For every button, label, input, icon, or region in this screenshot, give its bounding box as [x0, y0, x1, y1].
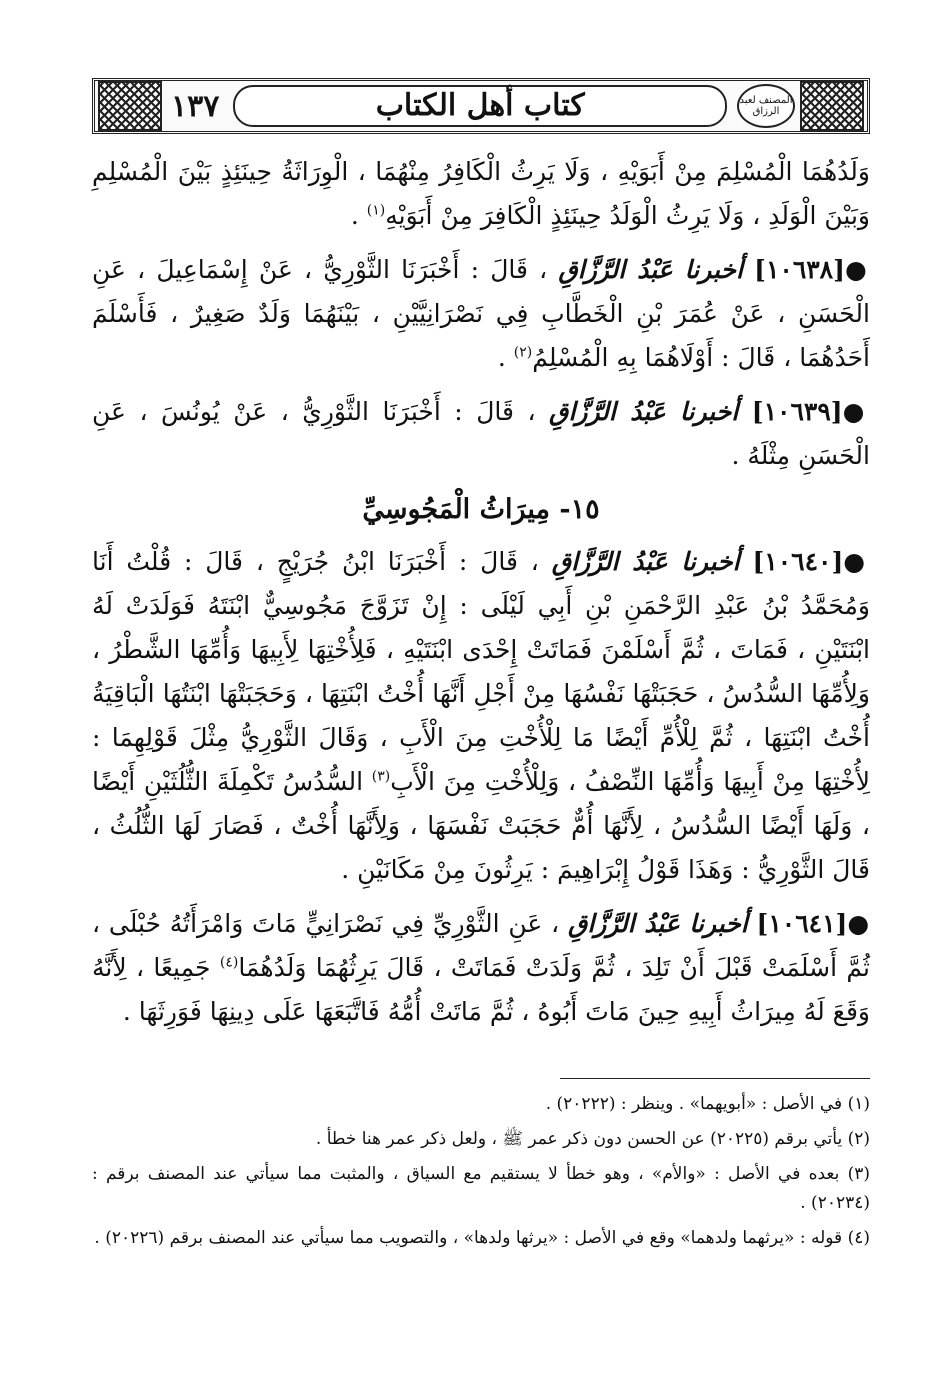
continuation-text: وَلَدُهُمَا الْمُسْلِمَ مِنْ أَبَوَيْهِ ، وَلَا يَرِثُ الْكَافِرُ مِنْهُمَا ، الْوِرَاثَةُ حِينَئِذٍ بَيْنَ الْمُسْلِمِ وَبَيْنَ الْوَلَدِ ، وَلَا يَرِثُ الْوَلَدُ حِينَئِذٍ الْكَافِرَ مِنْ أَبَوَيْهِ [92, 157, 870, 230]
footnote-1: (١) في الأصل : «أبويهما» . وينظر : (٢٠٢٢٢) . [545, 1094, 870, 1114]
footnotes [92, 1090, 870, 1259]
main-text [92, 150, 870, 1044]
page-number: ١٣٧ [171, 88, 220, 124]
bullet-icon: ● [844, 255, 870, 284]
narrator: أخبرنا عَبْدُ الرَّزَّاقِ [558, 255, 743, 284]
hadith-text-part-a: ، قَالَ : أَخْبَرَنَا ابْنُ جُرَيْجٍ ، قَالَ : قُلْتُ أَنَا وَمُحَمَّدُ بْنُ عَبْدِ الرَّحْمَنِ بْنِ أَبِي لَيْلَى : إِنْ تَزَوَّجَ مَجُوسِيٌّ ابْنَتَهُ فَوَلَدَتْ لَهُ ابْنَتَيْنِ ، فَمَاتَ ، ثُمَّ أَسْلَمْنَ فَمَاتَتْ إِحْدَى ابْنَتَيْهِ ، فَلِأُخْتِهَا لِأَبِيهَا وَأُمِّهَا الشَّطْرُ ، وَلِأُمِّهَا السُّدُسُ ، حَجَبَتْهَا نَفْسُهَا مِنْ أَجْلِ أَنَّهَا أُخْتُ ابْنَتِهَا ، وَحَجَبَتْهَا ابْنَتُهَا الْبَاقِيَةُ أُخْتُ ابْنَتِهَا ، ثُمَّ لِلْأُمِّ أَيْضًا مَا لِلْأُخْتِ مِنَ الْأَبِ ، وَقَالَ الثَّوْرِيُّ مِثْلَ قَوْلِهِمَا : لِأُخْتِهَا مِنْ أَبِيهَا وَأُمِّهَا النِّصْفُ ، وَلِلْأُخْتِ مِنَ الْأَبِ [92, 547, 870, 796]
narrator: أخبرنا عَبْدُ الرَّزَّاقِ [551, 547, 740, 576]
hadith-10640 [92, 540, 870, 892]
page-header [92, 78, 870, 134]
running-title: كتاب أهل الكتاب [233, 85, 727, 127]
hadith-number: [١٠٦٣٩] [751, 397, 843, 426]
hadith-number: [١٠٦٤٠] [752, 547, 844, 576]
hadith-number: [١٠٦٣٨] [754, 255, 845, 284]
left-ornament [98, 81, 162, 131]
bullet-icon: ● [843, 547, 870, 576]
hadith-text-part-b: جَمِيعًا ، لِأَنَّهُ وَقَعَ لَهُ مِيرَاثُ أَبِيهِ حِينَ مَاتَ أَبُوهُ ، ثُمَّ مَاتَتْ أُمُّهُ فَاتَّبَعَهَا عَلَى دِينِهَا فَوَرِثَهَا . [92, 953, 870, 1026]
section-heading: ١٥- مِيرَاثُ الْمَجُوسِيِّ [362, 494, 600, 525]
narrator: أخبرنا عَبْدُ الرَّزَّاقِ [549, 397, 739, 426]
continuation-paragraph: وَلَدُهُمَا الْمُسْلِمَ مِنْ أَبَوَيْهِ ، وَلَا يَرِثُ الْكَافِرُ مِنْهُمَا ، الْوِرَاثَةُ حِينَئِذٍ بَيْنَ الْمُسْلِمِ وَبَيْنَ الْوَلَدِ ، وَلَا يَرِثُ الْوَلَدُ حِينَئِذٍ الْكَافِرَ مِنْ أَبَوَيْهِ$^{(١)}$ . [92, 157, 870, 230]
footnote-marker: (١) [366, 202, 386, 219]
footnote-2: (٢) يأتي برقم (٢٠٢٢٥) عن الحسن دون ذكر عمر ﷺ ، ولعل ذكر عمر هنا خطأ . [315, 1129, 870, 1149]
footnote-marker: (٣) [371, 768, 391, 785]
hadith-10641 [92, 902, 870, 1034]
narrator: أخبرنا عَبْدُ الرَّزَّاقِ [567, 909, 748, 938]
hadith-10638 [92, 248, 870, 380]
footnote-marker: (٤) [219, 954, 239, 971]
footnote-divider [560, 1078, 870, 1079]
hadith-end: . [497, 343, 506, 372]
book-emblem: المصنف لعبد الرزاق [737, 84, 795, 128]
hadith-text: ، قَالَ : أَخْبَرَنَا الثَّوْرِيُّ ، عَنْ إِسْمَاعِيلَ ، عَنِ الْحَسَنِ ، عَنْ عُمَرَ بْنِ الْخَطَّابِ فِي نَصْرَانِيَّيْنِ ، بَيْنَهُمَا وَلَدٌ صَغِيرٌ ، فَأَسْلَمَ أَحَدُهُمَا ، قَالَ : أَوْلَاهُمَا بِهِ الْمُسْلِمُ [92, 255, 870, 372]
bullet-icon: ● [847, 909, 871, 938]
footnote-3: (٣) بعده في الأصل : «والأم» ، وهو خطأ لا يستقيم مع السياق ، والمثبت مما سيأتي عند المصنف برقم : (٢٠٢٣٤) . [92, 1164, 870, 1213]
hadith-number: [١٠٦٤١] [756, 909, 848, 938]
hadith-10639 [92, 390, 870, 478]
footnote-marker: (٢) [513, 344, 533, 361]
right-ornament [800, 81, 864, 131]
hadith-text-part-b: السُّدُسُ تَكْمِلَةَ الثُّلُثَيْنِ أَيْضًا ، وَلَهَا أَيْضًا السُّدُسُ ، لِأَنَّهَا أُمٌّ حَجَبَتْ نَفْسَهَا ، وَلِأَنَّهَا أُخْتٌ ، فَصَارَ لَهَا الثُّلُثُ ، قَالَ الثَّوْرِيُّ : وَهَذَا قَوْلُ إِبْرَاهِيمَ : يَرِثُونَ مِنْ مَكَانَيْنِ . [92, 767, 870, 884]
hadith-text: ، قَالَ : أَخْبَرَنَا الثَّوْرِيُّ ، عَنْ يُونُسَ ، عَنِ الْحَسَنِ مِثْلَهُ . [92, 397, 870, 470]
bullet-icon: ● [842, 397, 870, 426]
footnote-4: (٤) قوله : «يرثهما ولدهما» وقع في الأصل : «يرثها ولدها» ، والتصويب مما سيأتي عند المصنف برقم (٢٠٢٢٦) . [94, 1228, 870, 1248]
hadith-text-part-a: ، عَنِ الثَّوْرِيِّ فِي نَصْرَانِيٍّ مَاتَ وَامْرَأَتُهُ حُبْلَى ، ثُمَّ أَسْلَمَتْ قَبْلَ أَنْ تَلِدَ ، ثُمَّ وَلَدَتْ فَمَاتَتْ ، قَالَ يَرِثُهُمَا وَلَدُهُمَا [92, 909, 870, 982]
